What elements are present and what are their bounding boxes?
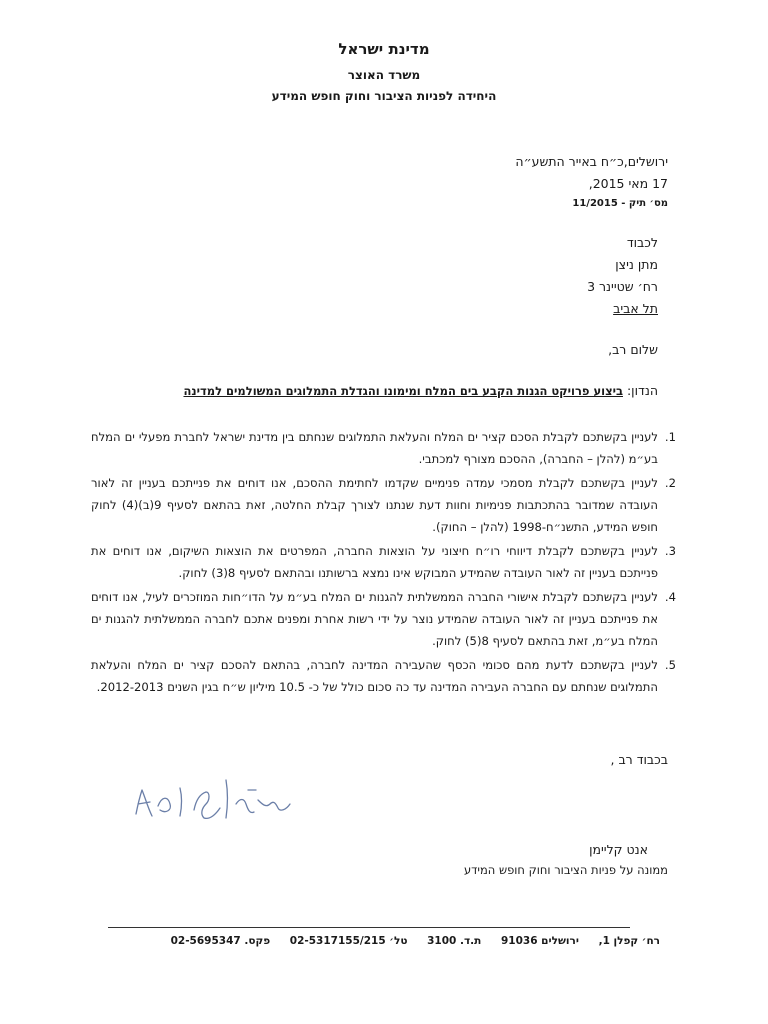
- list-item: [91, 472, 676, 538]
- item-text: לעניין בקשתכם לקבלת אישורי החברה הממשלתית להגנות ים המלח בע״מ על הדו״חות המוזכרים לעיל, אנו דוחים את פנייתכם בעניין זה לאור העובדה שהמידע נוצר על ידי רשות אחרת ומפנים אתכם לחברה הממשלתית להגנות ים המלח בע״מ, זאת בהתאם לסעיף 8(5) לחוק.: [91, 590, 658, 648]
- footer-phone: טל׳ 02-5317155/215: [289, 935, 408, 947]
- item-number: 2.: [664, 476, 676, 490]
- handwritten-signature: [130, 770, 300, 830]
- item-text: לעניין בקשתכם לקבלת מסמכי עמדה פנימיים שקדמו לחתימת ההסכם, אנו דוחים את פנייתכם בעניין זה לאור העובדה שמדובר בהתכתבות פנימיות וחוות דעת שנתנו לצורך קבלת החלטה, זאת בהתאם לסעיף 9(ב)(4) לחוק חופש המידע, התשנ״ח-1998 (להלן – החוק).: [91, 476, 658, 534]
- footer-city: ירושלים 91036: [501, 935, 579, 947]
- item-number: 3.: [664, 544, 676, 558]
- footer-address: רח׳ קפלן 1,: [598, 935, 660, 947]
- closing: בכבוד רב ,: [610, 752, 668, 767]
- date-block: [368, 151, 668, 213]
- footer-fax: פקס. 02-5695347: [170, 935, 271, 947]
- subject-line: [98, 383, 658, 398]
- subject-label: הנדון:: [626, 383, 658, 398]
- recipient-block: [358, 232, 658, 320]
- letterhead-state: מדינת ישראל: [338, 40, 430, 58]
- item-number: 5.: [664, 658, 676, 672]
- letterhead-unit: היחידה לפניות הציבור וחוק חופש המידע: [271, 89, 497, 103]
- recipient-street: רח׳ שטיינר 3: [587, 279, 658, 294]
- recipient-salutation: לכבוד: [626, 235, 658, 250]
- item-text: לעניין בקשתכם לקבלת הסכם קציר ים המלח והעלאת התמלוגים שנחתם בין מדינת ישראל לחברת מפעלי ים המלח בע״מ (להלן – החברה), ההסכם מצורף למכתבי.: [91, 430, 658, 466]
- subject-text: ביצוע פרויקט הגנות הקבע בים המלח ומימונו והגדלת התמלוגים המשולמים למדינה: [183, 384, 623, 398]
- item-text: לעניין בקשתכם לקבלת דיווחי רו״ח חיצוני על הוצאות החברה, המפרטים את הוצאות השיקום, אנו דוחים את פנייתכם בעניין זה לאור העובדה שהמידע המבוקש אינו נמצא ברשותנו ובהתאם לסעיף 8(3) לחוק.: [91, 544, 658, 580]
- footer-divider: [108, 927, 630, 928]
- recipient-city: תל אביב: [613, 301, 658, 316]
- item-text: לעניין בקשתכם לדעת מהם סכומי הכסף שהעבירה המדינה לחברה, בהתאם להסכם קציר ים המלח והעלאת התמלוגים שנחתם עם החברה העבירה המדינה עד כה סכום כולל של כ- 10.5 מיליון ש״ח בגין השנים 2012-2013.: [91, 658, 658, 694]
- footer-contact: [100, 935, 660, 947]
- file-number: מס׳ תיק - 11/2015: [572, 198, 668, 209]
- greeting: שלום רב,: [608, 342, 658, 357]
- letterhead-ministry: משרד האוצר: [347, 68, 421, 82]
- item-number: 1.: [664, 430, 676, 444]
- body-list: [91, 426, 676, 700]
- list-item: [91, 586, 676, 652]
- hebrew-date: ירושלים,כ״ח באייר התשע״ה: [515, 154, 668, 169]
- list-item: [91, 654, 676, 698]
- signer-title: ממונה על פניות הציבור וחוק חופש המידע: [463, 863, 668, 877]
- item-number: 4.: [664, 590, 676, 604]
- footer-po-box: ת.ד. 3100: [427, 935, 482, 947]
- recipient-name: מתן ניצן: [615, 257, 658, 272]
- signer-name: אנט קליימן: [589, 842, 648, 857]
- list-item: [91, 426, 676, 470]
- list-item: [91, 540, 676, 584]
- gregorian-date: 17 מאי 2015,: [588, 176, 668, 191]
